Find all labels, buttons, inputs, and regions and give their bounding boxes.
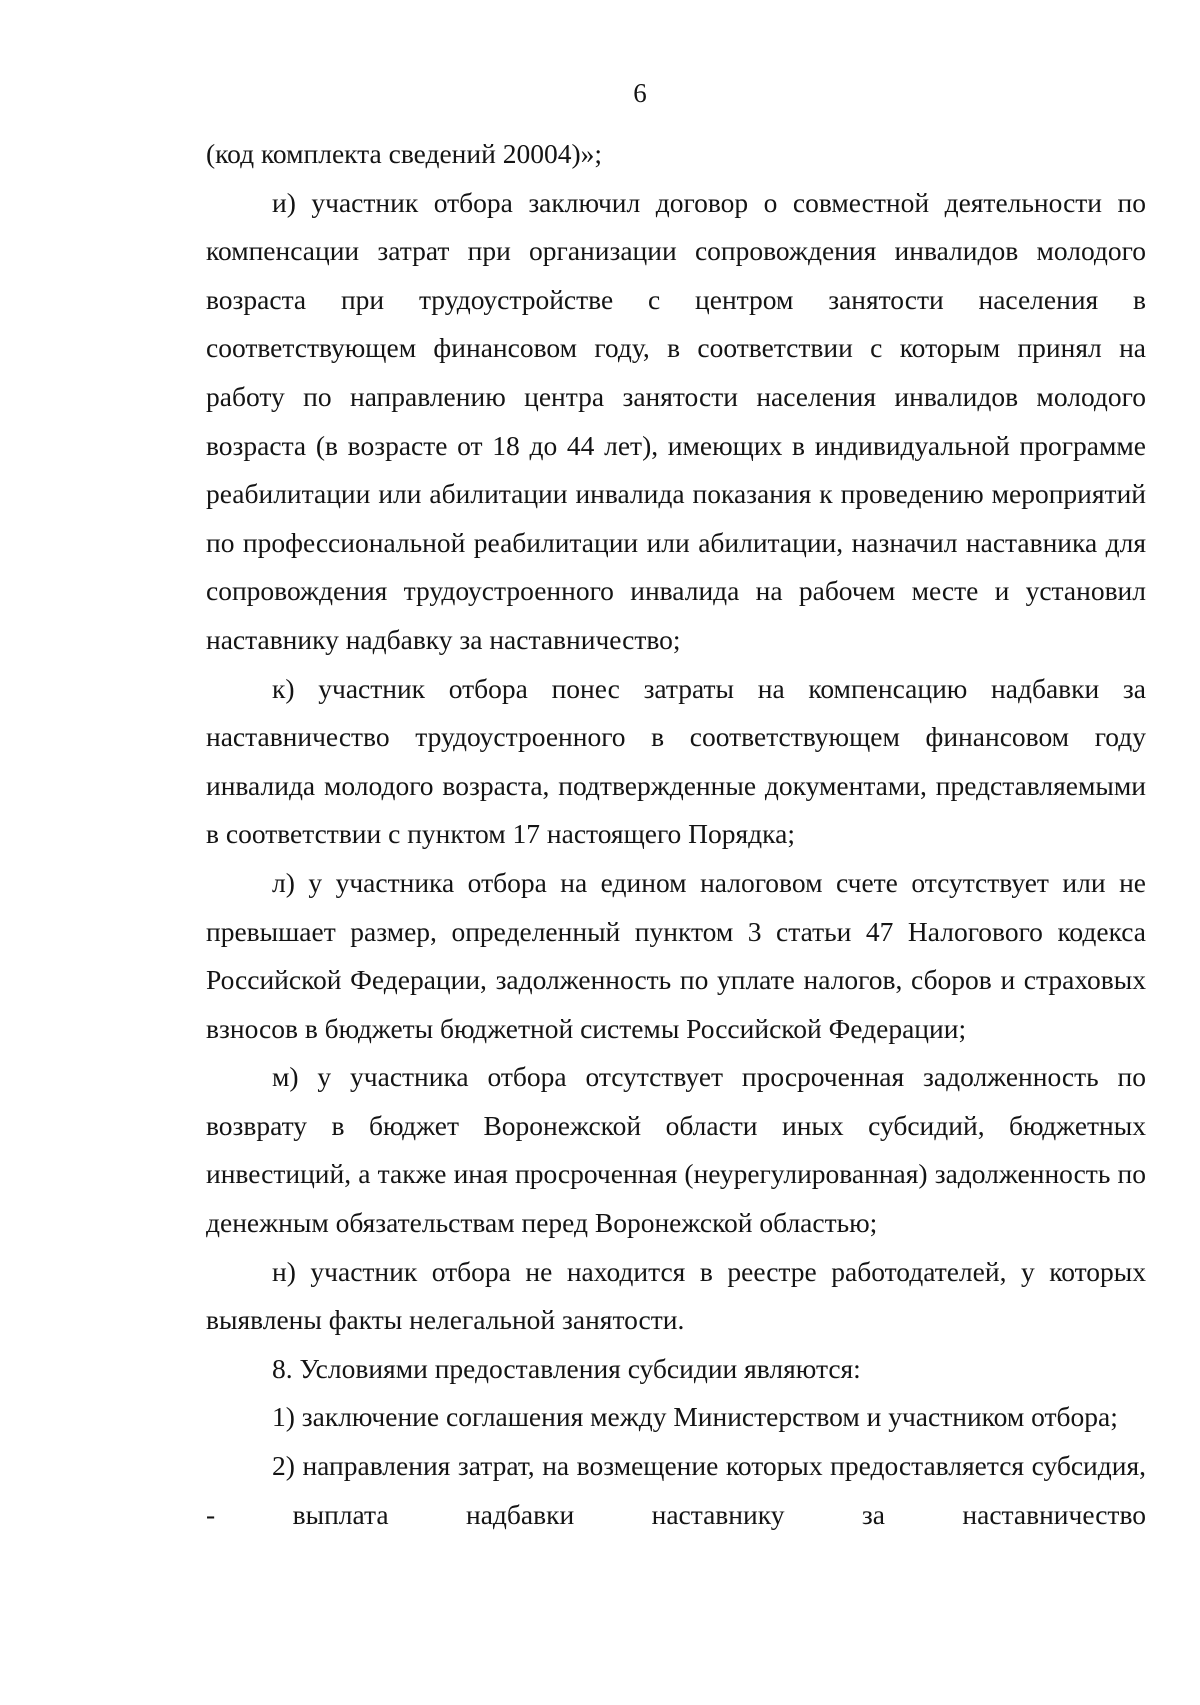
page-number: 6 xyxy=(633,78,647,108)
paragraph-condition-2: 2) направления затрат, на возмещение которых предоставляется субсидия, - выплата надбавки наставнику за наставничество xyxy=(206,1450,1146,1530)
paragraph-item-i: и) участник отбора заключил договор о совместной деятельности по компенсации затрат при организации сопровождения инвалидов молодого возраста при трудоустройстве с центром занятости населения в соответствующем финансовом году, в соответствии с которым принял на работу по направлению центра занятости населения инвалидов молодого возраста (в возрасте от 18 до 44 лет), имеющих в индивидуальной программе реабилитации или абилитации инвалида показания к проведению мероприятий по профессиональной реабилитации или абилитации, назначил наставника для сопровождения трудоустроенного инвалида на рабочем месте и установил наставнику надбавку за наставничество; xyxy=(206,186,1146,655)
paragraph-code-set: (код комплекта сведений 20004)»; xyxy=(206,138,603,169)
paragraph-section-8: 8. Условиями предоставления субсидии являются: xyxy=(272,1352,861,1384)
paragraph-item-k: к) участник отбора понес затраты на компенсацию надбавки за наставничество трудоустроенного в соответствующем финансовом году инвалида молодого возраста, подтвержденные документами, представляемыми в соответствии с пунктом 17 настоящего Порядка; xyxy=(206,672,1146,850)
paragraph-item-n: н) участник отбора не находится в реестре работодателей, у которых выявлены факты нелегальной занятости. xyxy=(206,1255,1146,1336)
paragraph-condition-1: 1) заключение соглашения между Министерством и участником отбора; xyxy=(272,1401,1118,1433)
paragraph-item-l: л) у участника отбора на едином налоговом счете отсутствует или не превышает размер, определенный пунктом 3 статьи 47 Налогового кодекса Российской Федерации, задолженность по уплате налогов, сборов и страховых взносов в бюджеты бюджетной системы Российской Федерации; xyxy=(206,866,1146,1044)
document-body xyxy=(206,130,1146,1539)
paragraph-item-m: м) у участника отбора отсутствует просроченная задолженность по возврату в бюджет Воронежской области иных субсидий, бюджетных инвестиций, а также иная просроченная (неурегулированная) задолженность по денежным обязательствам перед Воронежской областью; xyxy=(206,1061,1146,1239)
